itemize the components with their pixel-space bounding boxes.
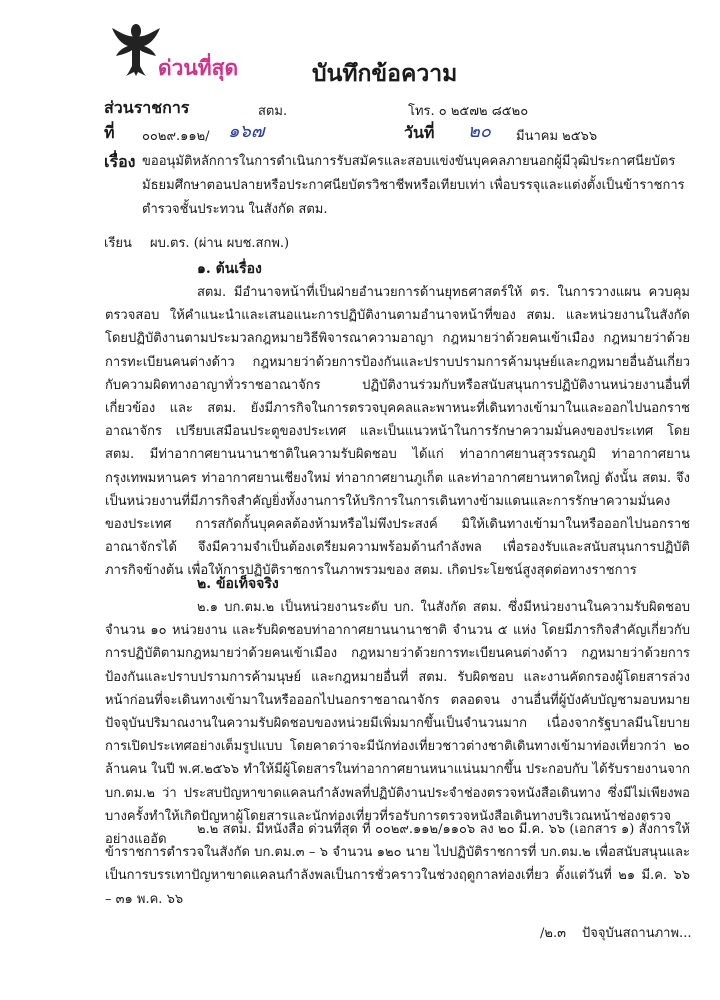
section-2-title: ๒. ข้อเท็จจริง	[197, 576, 279, 592]
continuation-text: ปัจจุบันสถานภาพ...	[582, 926, 692, 941]
ref-label: ที่	[104, 123, 115, 142]
date-handwritten: ๒๐	[468, 121, 491, 142]
salutation-text: ผบ.ตร. (ผ่าน ผบช.สกพ.)	[150, 236, 290, 251]
section-1-body	[105, 281, 690, 583]
agency-label: ส่วนราชการ	[104, 98, 190, 117]
subject-label: เรื่อง	[104, 152, 136, 171]
document-title: บันทึกข้อความ	[312, 60, 458, 87]
section-2-1-body	[105, 596, 690, 851]
date-value: มีนาคม ๒๕๖๖	[516, 129, 598, 144]
agency-value: สตม.	[258, 104, 288, 119]
section-1-title: ๑. ต้นเรื่อง	[197, 261, 262, 277]
section-2-2-text: ๒.๒ สตม. มีหนังสือ ด่วนที่สุด ที่ ๐๐๒๙.๑๑๒/๑๑๐๖ ลง ๒๐ มี.ค. ๖๖ (เอกสาร ๑) สั่งการให้ข้าราชการตำรวจในสังกัด บก.ตม.๓ – ๖ จำนวน ๑๒๐ นาย ไปปฏิบัติราชการที่ บก.ตม.๒ เพื่อสนับสนุนและเป็นการบรรเทาปัญหาขาดแคลนกำลังพลเป็นการชั่วคราวในช่วงฤดูกาลท่องเที่ยว ตั้งแต่วันที่ ๒๑ มี.ค. ๖๖ – ๓๑ พ.ค. ๖๖	[105, 822, 690, 907]
garuda-emblem	[110, 22, 162, 78]
continuation-ref: /๒.๓	[540, 926, 566, 941]
date-label: วันที่	[404, 123, 435, 142]
ref-number: ๐๐๒๙.๑๑๒/	[142, 129, 210, 144]
urgency-stamp: ด่วนที่สุด	[158, 56, 239, 80]
salutation-label: เรียน	[104, 236, 132, 251]
section-1-text: สตม. มีอำนาจหน้าที่เป็นฝ่ายอำนวยการด้านยุทธศาสตร์ให้ ตร. ในการวางแผน ควบคุม ตรวจสอบ ให้คำแนะนำและเสนอแนะการปฏิบัติงานตามอำนาจหน้าที่ของ สตม. และหน่วยงานในสังกัด โดยปฏิบัติงานตามประมวลกฎหมายวิธีพิจารณาความอาญา กฎหมายว่าด้วยคนเข้าเมือง กฎหมายว่าด้วยการทะเบียนคนต่างด้าว กฎหมายว่าด้วยการป้องกันและปราบปรามการค้ามนุษย์และกฎหมายอื่นอันเกี่ยวกับความผิดทางอาญาทั่วราชอาณาจักร ปฏิบัติงานร่วมกับหรือสนับสนุนการปฏิบัติงานหน่วยงานอื่นที่เกี่ยวข้อง และ สตม. ยังมีภารกิจในการตรวจบุคคลและพาหนะที่เดินทางเข้ามาในและออกไปนอกราชอาณาจักร เปรียบเสมือนประตูของประเทศ และเป็นแนวหน้าในการรักษาความมั่นคงของประเทศ โดย สตม. มีท่าอากาศยานนานาชาติในความรับผิดชอบ ได้แก่ ท่าอากาศยานสุวรรณภูมิ ท่าอากาศยานกรุงเทพมหานคร ท่าอากาศยานเชียงใหม่ ท่าอากาศยานภูเก็ต และท่าอากาศยานหาดใหญ่ ดังนั้น สตม. จึงเป็นหน่วยงานที่มีภารกิจสำคัญยิ่งทั้งงานการให้บริการในการเดินทางข้ามแดนและการรักษาความมั่นคงของประเทศ การสกัดกั้นบุคคลต้องห้ามหรือไม่พึงประสงค์ มิให้เดินทางเข้ามาในหรือออกไปนอกราชอาณาจักรได้ จึงมีความจำเป็นต้องเตรียมความพร้อมด้านกำลังพล เพื่อรองรับและสนับสนุนการปฏิบัติภารกิจข้างต้น เพื่อให้การปฏิบัติราชการในภาพรวมของ สตม. เกิดประโยชน์สูงสุดต่อทางราชการ	[105, 285, 690, 579]
section-2-1-text: ๒.๑ บก.ตม.๒ เป็นหน่วยงานระดับ บก. ในสังกัด สตม. ซึ่งมีหน่วยงานในความรับผิดชอบ จำนวน ๑๐ หน่วยงาน และรับผิดชอบท่าอากาศยานนานาชาติ จำนวน ๕ แห่ง โดยมีภารกิจสำคัญเกี่ยวกับการปฏิบัติตามกฎหมายว่าด้วยคนเข้าเมือง กฎหมายว่าด้วยการทะเบียนคนต่างด้าว กฎหมายว่าด้วยการป้องกันและปราบปรามการค้ามนุษย์ และกฎหมายอื่นที่ สตม. รับผิดชอบ และงานคัดกรองผู้โดยสารล่วงหน้าก่อนที่จะเดินทางเข้ามาในหรือออกไปนอกราชอาณาจักร ตลอดจน งานอื่นที่ผู้บังคับบัญชามอบหมาย ปัจจุบันปริมาณงานในความรับผิดชอบของหน่วยมีเพิ่มมากขึ้นเป็นจำนวนมาก เนื่องจากรัฐบาลมีนโยบายการเปิดประเทศอย่างเต็มรูปแบบ โดยคาดว่าจะมีนักท่องเที่ยวชาวต่างชาติเดินทางเข้ามาท่องเที่ยวกว่า ๒๐ ล้านคน ในปี พ.ศ.๒๕๖๖ ทำให้มีผู้โดยสารในท่าอากาศยานหนาแน่นมากขึ้น ประกอบกับ ได้รับรายงานจาก บก.ตม.๒ ว่า ประสบปัญหาขาดแคลนกำลังพลที่ปฏิบัติงานประจำช่องตรวจหนังสือเดินทาง ซึ่งมีไม่เพียงพอ บางครั้งทำให้เกิดปัญหาผู้โดยสารและนักท่องเที่ยวที่รอรับการตรวจหนังสือเดินทางบริเวณหน้าช่องตรวจอย่างแออัด	[105, 600, 690, 848]
section-2-2-body	[105, 818, 690, 911]
subject-text: ขออนุมัติหลักการในการดำเนินการรับสมัครและสอบแข่งขันบุคคลภายนอกผู้มีวุฒิประกาศนียบัตรมัธยมศึกษาตอนปลายหรือประกาศนียบัตรวิชาชีพหรือเทียบเท่า เพื่อบรรจุและแต่งตั้งเป็นข้าราชการตำรวจชั้นประทวน ในสังกัด สตม.	[142, 154, 685, 217]
phone-number: โทร. ๐ ๒๕๗๒ ๘๕๒๐	[408, 104, 529, 119]
ref-handwritten: ๑๖๗	[228, 121, 265, 142]
